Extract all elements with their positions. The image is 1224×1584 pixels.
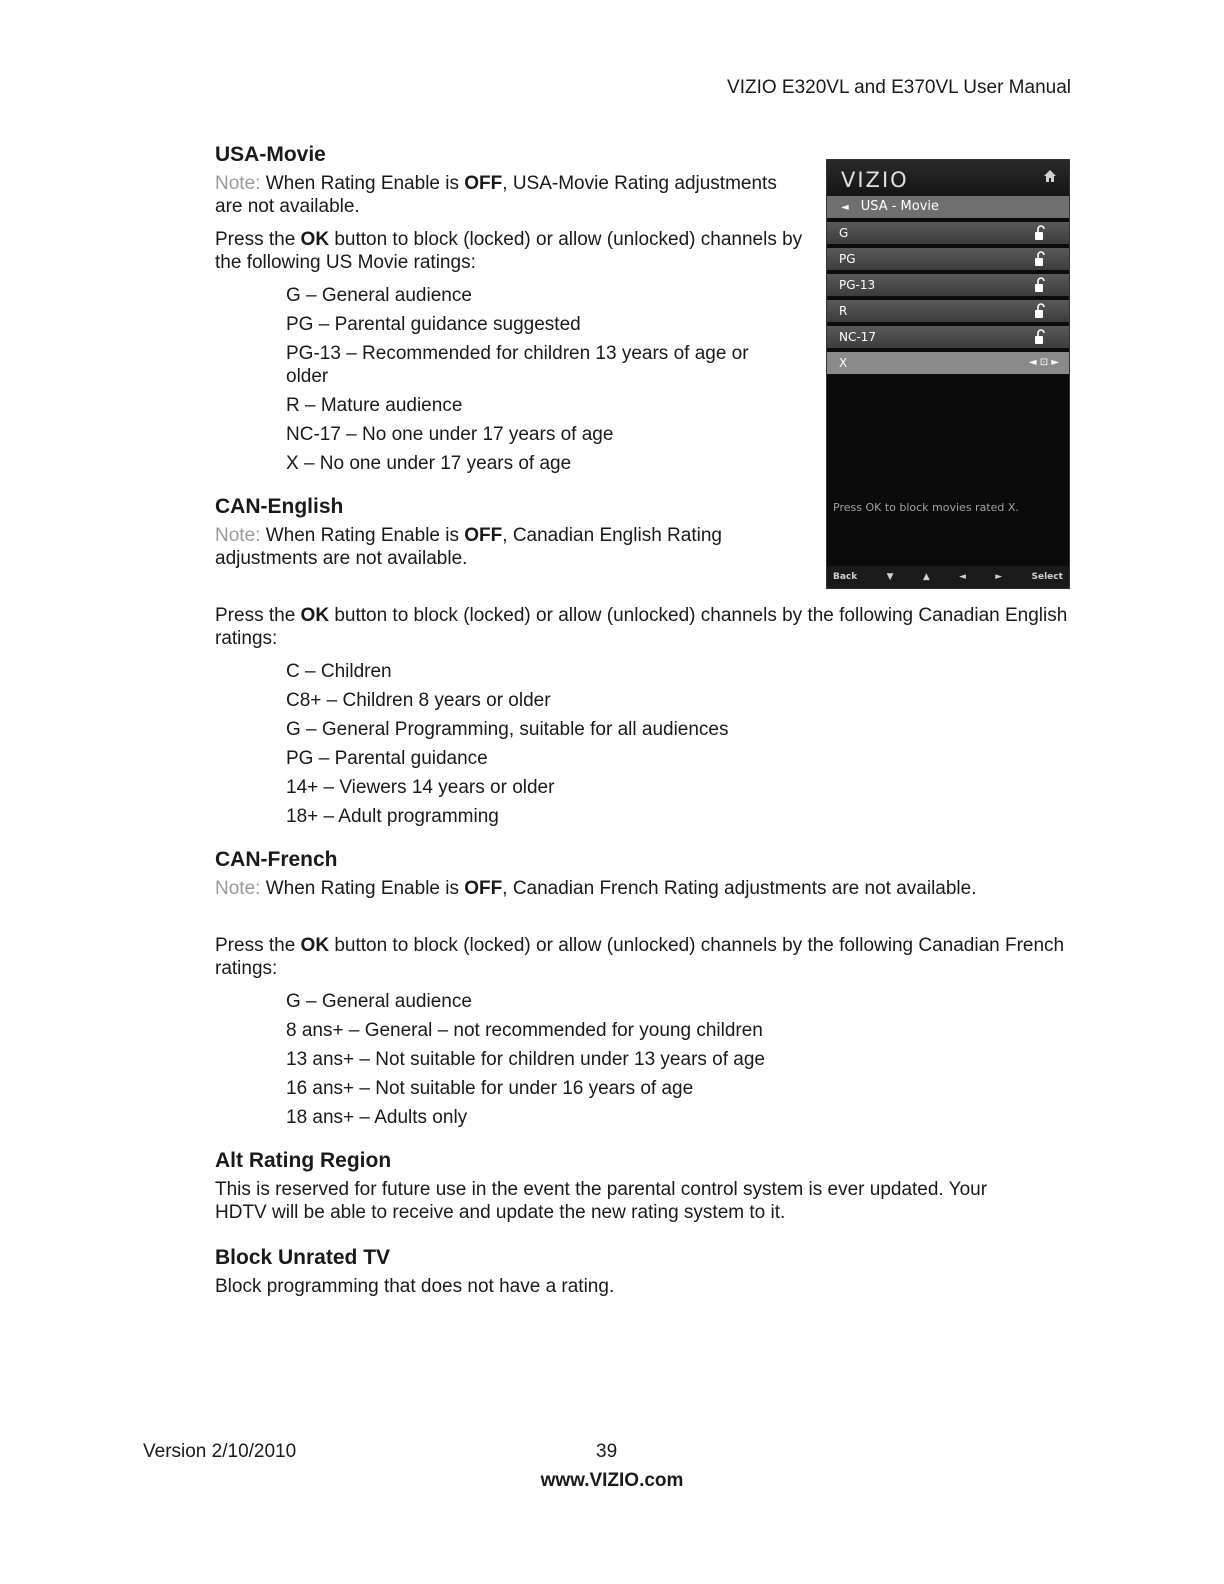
alt-rating-title: Alt Rating Region [215,1149,392,1172]
note-text: When Rating Enable is [260,525,465,546]
note-text: When Rating Enable is [260,878,465,899]
note-bold: OFF [464,878,503,899]
list-item: NC-17 – No one under 17 years of age [286,424,614,445]
up-arrow-icon: ▲ [922,572,930,582]
list-item: G – General audience [286,285,472,306]
note-text: , Canadian English Rating adjustments are not available. [215,525,722,569]
tv-row-label: X [839,356,848,370]
list-item: 16 ans+ – Not suitable for under 16 years of age [286,1078,694,1099]
tv-rating-row [827,248,1069,270]
tv-rating-row [827,326,1069,348]
unlock-icon [1035,225,1045,241]
note-text: , USA-Movie Rating adjustments are not available. [215,173,777,217]
tv-row-label: PG-13 [839,278,876,292]
unlock-icon [1035,251,1045,267]
list-item: C – Children [286,661,392,682]
ok-label: OK [300,229,330,250]
list-item: PG – Parental guidance suggested [286,314,581,335]
can-french-instructions [215,934,1075,980]
select-label: Select [1031,572,1063,582]
back-label: Back [833,572,858,582]
list-item: 13 ans+ – Not suitable for children under 13 years of age [286,1049,765,1070]
tv-menu-title [827,196,1069,218]
usa-movie-instructions [215,228,805,274]
block-unrated-title: Block Unrated TV [215,1246,391,1269]
block-unrated-text: Block programming that does not have a rating. [215,1276,615,1297]
ok-label: OK [300,605,330,626]
home-icon [1043,169,1057,187]
instruction-text: Press the [215,605,301,626]
can-french-ratings [286,990,1075,1129]
note-text: , Canadian French Rating adjustments are not available. [502,878,977,899]
tv-rating-row [827,222,1069,244]
selector-arrows-icon: ◄ ⊡ ► [1028,357,1059,368]
unlock-icon [1035,329,1045,345]
tv-rating-row-selected [827,352,1069,374]
usa-movie-title: USA-Movie [215,143,326,166]
tv-top-bar [827,160,1069,196]
tv-row-label: PG [839,252,856,266]
list-item: G – General audience [286,991,472,1012]
tv-row-label: R [839,304,848,318]
instruction-text: button to block (locked) or allow (unlocked) channels by the following Canadian English ratings: [215,605,1068,649]
note-bold: OFF [464,525,503,546]
tv-menu-title-label: USA - Movie [860,199,940,214]
list-item: C8+ – Children 8 years or older [286,690,551,711]
usa-movie-ratings [286,284,796,475]
list-item: 8 ans+ – General – not recommended for young children [286,1020,763,1041]
list-item: PG-13 – Recommended for children 13 years of age or older [286,343,749,387]
can-english-ratings [286,660,1075,828]
list-item: 14+ – Viewers 14 years or older [286,777,555,798]
note-label: Note: [215,525,261,546]
footer-version: Version 2/10/2010 [143,1441,297,1462]
down-arrow-icon: ▼ [886,572,894,582]
list-item: X – No one under 17 years of age [286,453,572,474]
tv-button-bar [827,566,1069,588]
unlock-icon [1035,303,1045,319]
running-header: VIZIO E320VL and E370VL User Manual [727,77,1071,98]
instruction-text: button to block (locked) or allow (unlocked) channels by the following Canadian French ratings: [215,935,1065,979]
instruction-text: Press the [215,229,301,250]
list-item: R – Mature audience [286,395,463,416]
can-english-note [215,524,775,570]
instruction-text: button to block (locked) or allow (unlocked) channels by the following US Movie ratings: [215,229,803,273]
instruction-text: Press the [215,935,301,956]
ok-label: OK [300,935,330,956]
left-arrow-icon: ◄ [959,572,966,582]
note-label: Note: [215,878,261,899]
tv-menu-screenshot [826,159,1070,589]
list-item: G – General Programming, suitable for all audiences [286,719,729,740]
tv-rating-row [827,300,1069,322]
list-item: 18 ans+ – Adults only [286,1107,468,1128]
page-number: 39 [596,1441,618,1462]
tv-row-label: G [839,226,849,240]
footer-url: www.VIZIO.com [540,1470,684,1491]
list-item: 18+ – Adult programming [286,806,499,827]
can-english-title: CAN-English [215,495,344,518]
vizio-logo: VIZIO [841,168,909,192]
note-label: Note: [215,173,261,194]
tv-help-text: Press OK to block movies rated X. [833,501,1019,514]
note-text: When Rating Enable is [260,173,465,194]
list-item: PG – Parental guidance [286,748,488,769]
alt-rating-text: This is reserved for future use in the event the parental control system is ever updated. Your HDTV will be able to receive and update the new rating system to it. [215,1179,988,1223]
note-bold: OFF [464,173,503,194]
can-french-note [215,877,1075,900]
usa-movie-note [215,172,805,218]
back-arrow-icon: ◄ [841,202,849,213]
right-arrow-icon: ► [995,572,1003,582]
tv-row-label: NC-17 [839,330,876,344]
can-french-title: CAN-French [215,848,338,871]
can-english-instructions [215,604,1075,650]
unlock-icon [1035,277,1045,293]
tv-rating-row [827,274,1069,296]
